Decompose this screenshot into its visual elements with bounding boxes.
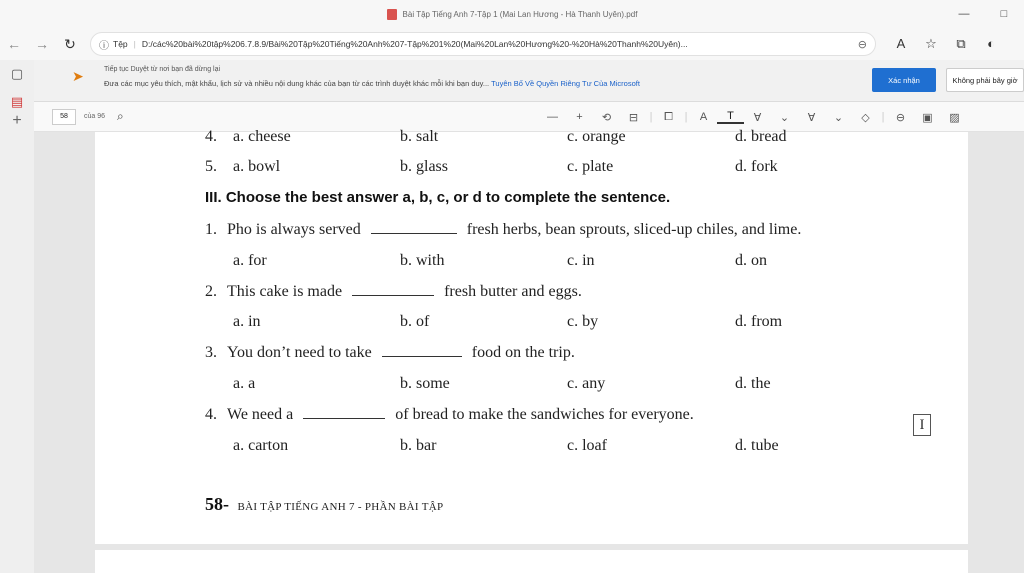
prev-row-5-d: d. fork [735, 158, 778, 175]
answer-blank [303, 418, 385, 419]
pdf-file-icon [387, 9, 397, 20]
forward-arrow-icon[interactable]: → [35, 36, 49, 52]
option-d: d. the [735, 375, 771, 392]
address-row [0, 28, 1024, 60]
collections-icon[interactable]: ⧉ [956, 36, 966, 51]
question-text-after: fresh butter and eggs. [444, 283, 582, 300]
file-scheme-label: Tệp [113, 39, 128, 49]
option-d: d. from [735, 313, 783, 330]
read-aloud-icon[interactable]: A [896, 36, 906, 51]
save-icon[interactable]: ▣ [922, 111, 933, 124]
new-tab-plus-icon[interactable]: + [12, 112, 22, 129]
option-d: d. on [735, 252, 767, 269]
question-1 [205, 221, 801, 239]
question-text-before: You don’t need to take [227, 344, 372, 361]
print-icon[interactable]: ⊖ [895, 111, 906, 124]
import-notification-bar [34, 60, 1024, 102]
answer-blank [382, 356, 462, 357]
search-icon[interactable]: ⌕ [117, 109, 124, 123]
rotate-icon[interactable]: ⟲ [601, 111, 612, 124]
option-c: c. by [567, 313, 599, 330]
zoom-plus-icon[interactable]: + [576, 111, 583, 123]
prev-row-4-a: a. cheese [233, 128, 291, 145]
window-title: Bài Tập Tiếng Anh 7-Tập 1 (Mai Lan Hương - Hà Thanh Uyên).pdf [402, 9, 638, 19]
answer-blank [371, 233, 457, 234]
fit-page-icon[interactable]: ⊟ [628, 111, 639, 124]
minimize-button[interactable]: — [958, 8, 970, 20]
question-text-before: Pho is always served [227, 221, 361, 238]
next-pdf-page [95, 550, 968, 573]
toolbar-divider: | [649, 111, 653, 123]
option-c: c. any [567, 375, 606, 392]
question-text-after: of bread to make the sandwiches for everyone. [395, 406, 694, 423]
option-d: d. tube [735, 437, 779, 454]
restore-button[interactable]: □ [1000, 8, 1008, 20]
option-a: a. for [233, 252, 267, 269]
document-viewer[interactable] [34, 128, 1024, 573]
highlight-icon[interactable]: ∀ [807, 111, 816, 124]
address-bar[interactable] [90, 32, 876, 56]
profile-icon[interactable]: ◐ [987, 36, 995, 51]
question-number: 1. [205, 221, 217, 238]
question-number: 2. [205, 283, 217, 300]
pdf-toolbar [34, 102, 1024, 132]
option-c: c. in [567, 252, 595, 269]
question-text-before: This cake is made [227, 283, 343, 300]
pdf-page [95, 128, 968, 544]
title-bar [0, 0, 1024, 28]
prev-row-4-b: b. salt [400, 128, 439, 145]
prev-row-5-b: b. glass [400, 158, 448, 175]
pdf-tab-icon[interactable]: ▤ [10, 94, 24, 109]
zoom-minus-icon[interactable]: — [547, 111, 558, 123]
notification-message [104, 79, 640, 88]
text-highlight-icon[interactable]: T [717, 110, 744, 124]
vertical-tab-strip [0, 60, 34, 573]
info-icon[interactable]: ⓘ [99, 40, 109, 52]
favorites-star-icon[interactable]: ☆ [925, 36, 937, 51]
page-view-icon[interactable]: ⧠ [664, 110, 673, 123]
prev-row-5-c: c. plate [567, 158, 614, 175]
url-text[interactable]: D:/các%20bài%20tập%206.7.8.9/Bài%20Tập%20Tiếng%20Anh%207-Tập%201%20(Mai%20Lan%20Hương%20-%20Hà%20Thanh%20Uyên)... [141, 39, 688, 49]
question-2 [205, 283, 582, 301]
highlight-options-chevron-icon[interactable]: ⌄ [833, 111, 844, 124]
flag-icon: ➤ [72, 68, 84, 84]
question-text-after: food on the trip. [471, 344, 575, 361]
question-number: 4. [205, 406, 217, 423]
tab-actions-icon[interactable]: ▢ [10, 66, 24, 81]
prev-row-5-num: 5. [205, 158, 217, 175]
question-text-before: We need a [227, 406, 294, 423]
back-arrow-icon[interactable]: ← [7, 36, 21, 52]
text-cursor-icon: I [913, 414, 931, 436]
toolbar-divider: | [881, 111, 885, 123]
draw-options-chevron-icon[interactable]: ⌄ [779, 111, 790, 124]
question-text-after: fresh herbs, bean sprouts, sliced-up chiles, and lime. [466, 221, 802, 238]
zoom-out-icon[interactable]: ⊖ [857, 38, 867, 51]
page-footer [205, 494, 443, 515]
option-a: a. in [233, 313, 261, 330]
option-a: a. a [233, 375, 256, 392]
question-4 [205, 406, 694, 424]
draw-icon[interactable]: ∀ [753, 111, 762, 124]
notification-title: Tiếp tục Duyệt từ nơi bạn đã dừng lại [104, 66, 221, 73]
confirm-button[interactable]: Xác nhận [872, 68, 936, 92]
section-heading: III. Choose the best answer a, b, c, or d to complete the sentence. [205, 189, 671, 206]
option-b: b. bar [400, 437, 437, 454]
question-number: 3. [205, 344, 217, 361]
question-3 [205, 344, 575, 362]
option-b: b. some [400, 375, 450, 392]
page-number-input[interactable]: 58 [52, 109, 76, 125]
privacy-link[interactable]: Tuyên Bố Về Quyền Riêng Tư Của Microsoft [491, 79, 640, 88]
prev-row-4-d: d. bread [735, 128, 787, 145]
prev-row-4-c: c. orange [567, 128, 626, 145]
option-b: b. with [400, 252, 445, 269]
refresh-icon[interactable]: ↻ [64, 35, 76, 52]
save-as-icon[interactable]: ▨ [949, 111, 960, 124]
page-count-label: của 96 [84, 113, 106, 120]
option-c: c. loaf [567, 437, 607, 454]
footer-book-title: BÀI TẬP TIẾNG ANH 7 - PHẦN BÀI TẬP [237, 501, 444, 513]
read-aloud-pdf-icon[interactable]: A [699, 111, 708, 123]
prev-row-5-a: a. bowl [233, 158, 281, 175]
prev-row-4-num: 4. [205, 128, 217, 145]
address-separator: | [133, 39, 136, 49]
answer-blank [352, 295, 434, 296]
option-a: a. carton [233, 437, 289, 454]
notification-message-text: Đưa các mục yêu thích, mật khẩu, lịch sử và nhiều nội dung khác của bạn từ các trình duyệt khác mỗi khi bạn duy... [104, 79, 490, 88]
eraser-icon[interactable]: ◇ [861, 111, 870, 124]
toolbar-divider: | [684, 111, 688, 123]
not-now-button[interactable]: Không phải bây giờ [946, 68, 1024, 92]
footer-page-number: 58- [205, 494, 229, 514]
option-b: b. of [400, 313, 430, 330]
